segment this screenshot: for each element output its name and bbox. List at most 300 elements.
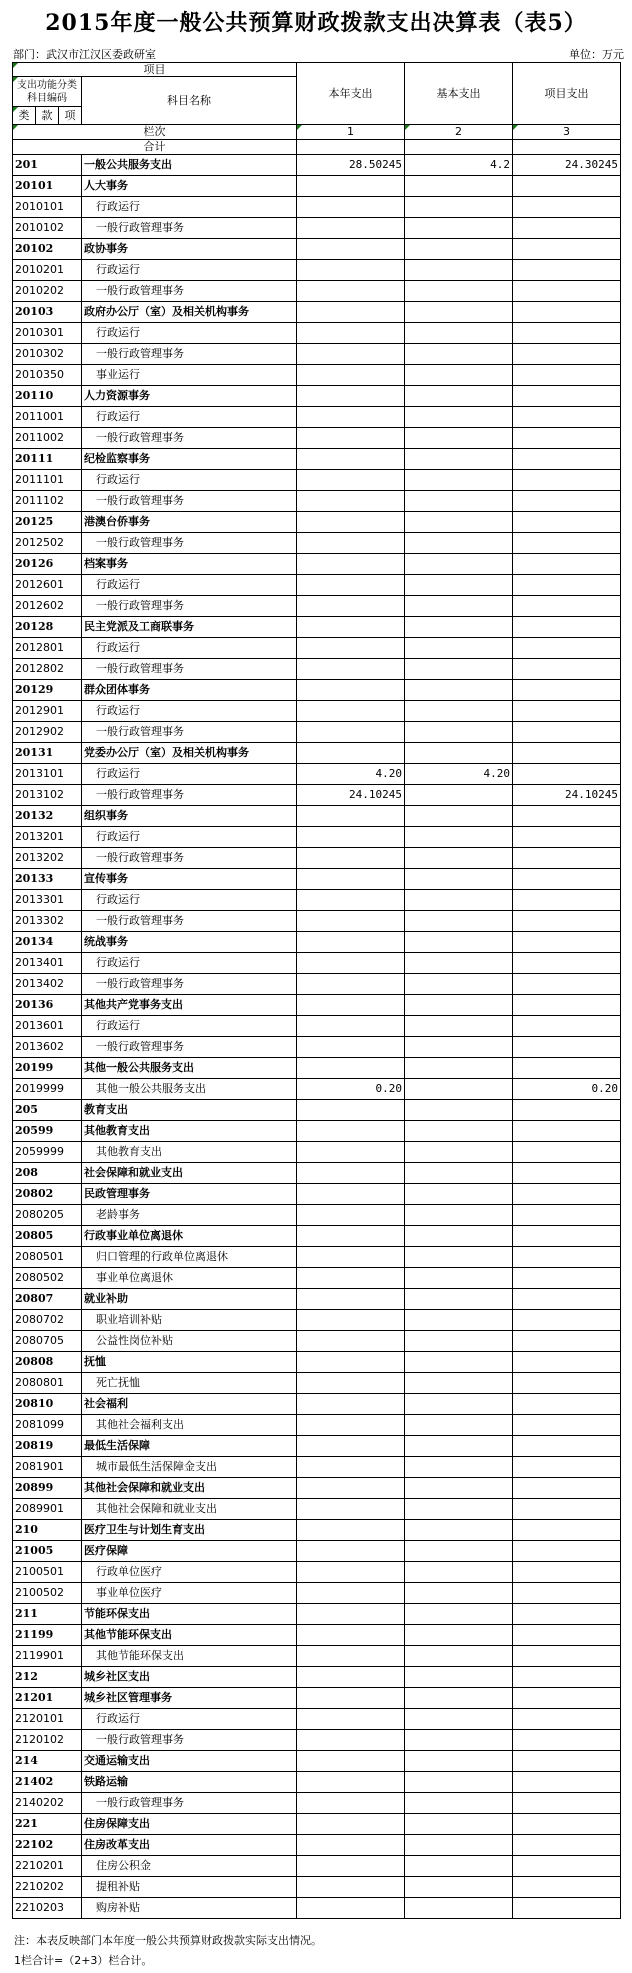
row-subject-cell: 一般行政管理事务 [82,659,297,680]
row-code-cell: 2120101 [13,1709,82,1730]
row-project-cell [513,911,621,932]
header-col-1: 1 [297,125,405,140]
row-basic-cell [405,1541,513,1562]
row-project-cell [513,1373,621,1394]
row-code-cell: 208 [13,1163,82,1184]
table-row [13,1289,621,1310]
row-code-cell: 2010101 [13,197,82,218]
row-subject-cell: 铁路运输 [82,1772,297,1793]
row-basic-cell [405,722,513,743]
row-subject-cell: 公益性岗位补贴 [82,1331,297,1352]
table-row [13,1079,621,1100]
row-basic-cell [405,1016,513,1037]
row-basic-cell [405,1394,513,1415]
row-current-year-cell [297,1205,405,1226]
table-row [13,1226,621,1247]
row-subject-cell: 行政运行 [82,890,297,911]
row-project-cell [513,1457,621,1478]
row-subject-cell: 一般行政管理事务 [82,344,297,365]
row-subject-cell: 住房改革支出 [82,1835,297,1856]
row-code-cell: 2080205 [13,1205,82,1226]
row-code-cell: 2010350 [13,365,82,386]
row-code-cell: 2119901 [13,1646,82,1667]
table-row [13,575,621,596]
table-row [13,1709,621,1730]
row-project-cell [513,806,621,827]
row-subject-cell: 归口管理的行政单位离退休 [82,1247,297,1268]
row-basic-cell [405,1856,513,1877]
header-xiang: 项 [59,107,82,125]
row-basic-cell [405,1079,513,1100]
table-row [13,176,621,197]
row-code-cell: 2080502 [13,1268,82,1289]
row-current-year-cell [297,911,405,932]
row-basic-cell [405,1205,513,1226]
table-row [13,1142,621,1163]
row-project-cell [513,218,621,239]
header-lei: 类 [13,107,36,125]
row-project-cell [513,596,621,617]
row-code-cell: 212 [13,1667,82,1688]
row-project-cell [513,1520,621,1541]
row-subject-cell: 一般行政管理事务 [82,848,297,869]
row-project-cell [513,932,621,953]
row-code-cell: 2081901 [13,1457,82,1478]
row-project-cell [513,1751,621,1772]
row-basic-cell [405,1226,513,1247]
row-code-cell: 2012901 [13,701,82,722]
row-project-cell [513,890,621,911]
row-code-cell: 211 [13,1604,82,1625]
row-current-year-cell [297,1289,405,1310]
row-project-cell [513,428,621,449]
row-current-year-cell [297,680,405,701]
row-current-year-cell [297,1730,405,1751]
row-basic-cell [405,533,513,554]
row-code-cell: 20807 [13,1289,82,1310]
row-project-cell [513,1688,621,1709]
row-project-cell [513,197,621,218]
row-current-year-cell [297,1793,405,1814]
row-subject-cell: 城乡社区管理事务 [82,1688,297,1709]
row-subject-cell: 民政管理事务 [82,1184,297,1205]
row-current-year-cell [297,1226,405,1247]
table-row [13,1625,621,1646]
row-code-cell: 2013201 [13,827,82,848]
row-project-cell [513,1289,621,1310]
row-code-cell: 2100502 [13,1583,82,1604]
row-subject-cell: 其他节能环保支出 [82,1646,297,1667]
row-code-cell: 2010302 [13,344,82,365]
header-col-2: 2 [405,125,513,140]
row-subject-cell: 行政运行 [82,323,297,344]
row-basic-cell [405,638,513,659]
row-code-cell: 21005 [13,1541,82,1562]
table-row [13,1772,621,1793]
row-code-cell: 20802 [13,1184,82,1205]
row-project-cell: 0.20 [513,1079,621,1100]
row-code-cell: 21201 [13,1688,82,1709]
row-basic-cell [405,1562,513,1583]
row-current-year-cell [297,428,405,449]
table-row [13,617,621,638]
row-current-year-cell [297,1184,405,1205]
row-current-year-cell [297,1646,405,1667]
row-code-cell: 21402 [13,1772,82,1793]
row-current-year-cell [297,869,405,890]
row-subject-cell: 行政运行 [82,953,297,974]
table-row [13,1478,621,1499]
row-project-cell [513,554,621,575]
row-subject-cell: 医疗保障 [82,1541,297,1562]
row-basic-cell [405,743,513,764]
table-row [13,659,621,680]
row-current-year-cell [297,890,405,911]
table-row [13,827,621,848]
row-code-cell: 20133 [13,869,82,890]
row-basic-cell [405,806,513,827]
row-current-year-cell [297,1352,405,1373]
table-row [13,932,621,953]
row-basic-cell [405,1898,513,1919]
row-basic-cell [405,617,513,638]
row-current-year-cell [297,1604,405,1625]
table-row [13,1604,621,1625]
row-basic-cell [405,1457,513,1478]
row-basic-cell [405,659,513,680]
row-subject-cell: 人力资源事务 [82,386,297,407]
row-subject-cell: 其他社会保障和就业支出 [82,1478,297,1499]
row-project-cell: 24.10245 [513,785,621,806]
header-project: 项目 [13,63,297,77]
table-row [13,197,621,218]
row-project-cell [513,1856,621,1877]
row-subject-cell: 港澳台侨事务 [82,512,297,533]
row-subject-cell: 一般行政管理事务 [82,1793,297,1814]
table-row [13,1058,621,1079]
table-row [13,428,621,449]
row-basic-cell [405,1163,513,1184]
row-project-cell [513,1625,621,1646]
row-current-year-cell [297,1709,405,1730]
row-current-year-cell [297,806,405,827]
row-code-cell: 2210202 [13,1877,82,1898]
row-current-year-cell [297,974,405,995]
row-current-year-cell [297,743,405,764]
row-current-year-cell [297,491,405,512]
row-code-cell: 2120102 [13,1730,82,1751]
row-current-year-cell [297,1100,405,1121]
table-row [13,890,621,911]
row-current-year-cell [297,218,405,239]
row-project-cell [513,1394,621,1415]
row-subject-cell: 一般行政管理事务 [82,1037,297,1058]
table-row [13,323,621,344]
row-basic-cell [405,575,513,596]
row-current-year-cell [297,1751,405,1772]
row-subject-cell: 城市最低生活保障金支出 [82,1457,297,1478]
row-subject-cell: 职业培训补贴 [82,1310,297,1331]
row-current-year-cell: 24.10245 [297,785,405,806]
row-basic-cell [405,386,513,407]
row-project-cell [513,302,621,323]
row-subject-cell: 档案事务 [82,554,297,575]
row-subject-cell: 抚恤 [82,1352,297,1373]
row-code-cell: 2013301 [13,890,82,911]
row-project-cell [513,1247,621,1268]
table-row [13,1646,621,1667]
row-subject-cell: 行政运行 [82,407,297,428]
row-basic-cell [405,1499,513,1520]
row-basic-cell [405,197,513,218]
row-basic-cell [405,1415,513,1436]
row-project-cell [513,659,621,680]
row-basic-cell [405,827,513,848]
row-subject-cell: 教育支出 [82,1100,297,1121]
row-subject-cell: 社会福利 [82,1394,297,1415]
row-subject-cell: 老龄事务 [82,1205,297,1226]
row-project-cell [513,176,621,197]
row-subject-cell: 一般行政管理事务 [82,1730,297,1751]
row-current-year-cell [297,1478,405,1499]
table-row [13,1835,621,1856]
row-code-cell: 2013401 [13,953,82,974]
row-basic-cell [405,596,513,617]
row-code-cell: 2011102 [13,491,82,512]
total-col-2 [405,140,513,155]
row-project-cell [513,1499,621,1520]
row-current-year-cell [297,1142,405,1163]
row-project-cell [513,1835,621,1856]
table-row [13,722,621,743]
row-project-cell [513,1667,621,1688]
row-project-cell [513,1226,621,1247]
row-project-cell [513,827,621,848]
row-basic-cell [405,1331,513,1352]
row-current-year-cell [297,953,405,974]
row-current-year-cell [297,1016,405,1037]
row-subject-cell: 行政事业单位离退休 [82,1226,297,1247]
table-row [13,974,621,995]
table-row [13,491,621,512]
row-basic-cell [405,239,513,260]
row-code-cell: 2013202 [13,848,82,869]
table-row [13,743,621,764]
row-current-year-cell [297,1037,405,1058]
row-current-year-cell [297,1163,405,1184]
row-project-cell [513,869,621,890]
row-current-year-cell [297,365,405,386]
table-row [13,386,621,407]
row-basic-cell [405,554,513,575]
row-project-cell [513,491,621,512]
row-project-cell [513,1415,621,1436]
row-basic-cell [405,218,513,239]
row-basic-cell [405,1646,513,1667]
row-basic-cell [405,491,513,512]
row-project-cell [513,533,621,554]
row-basic-cell [405,176,513,197]
table-row [13,365,621,386]
row-subject-cell: 住房公积金 [82,1856,297,1877]
header-col-3: 3 [513,125,621,140]
row-project-cell [513,1772,621,1793]
row-code-cell: 20136 [13,995,82,1016]
row-subject-cell: 死亡抚恤 [82,1373,297,1394]
table-row [13,701,621,722]
total-col-1 [297,140,405,155]
row-project-cell [513,1037,621,1058]
row-project-cell [513,722,621,743]
row-current-year-cell [297,1394,405,1415]
row-current-year-cell [297,932,405,953]
row-project-cell [513,1583,621,1604]
table-row [13,764,621,785]
row-code-cell: 2089901 [13,1499,82,1520]
row-code-cell: 20103 [13,302,82,323]
footnote-1: 注：本表反映部门本年度一般公共预算财政拨款实际支出情况。 [14,1934,322,1947]
row-subject-cell: 事业单位离退休 [82,1268,297,1289]
row-basic-cell [405,869,513,890]
row-project-cell [513,449,621,470]
table-row [13,1100,621,1121]
row-code-cell: 221 [13,1814,82,1835]
header-lanci: 栏次 [13,125,297,140]
row-code-cell: 2080702 [13,1310,82,1331]
row-project-cell [513,1793,621,1814]
row-project-cell [513,617,621,638]
row-project-cell [513,575,621,596]
row-code-cell: 20132 [13,806,82,827]
row-basic-cell [405,512,513,533]
row-subject-cell: 政府办公厅（室）及相关机构事务 [82,302,297,323]
row-code-cell: 20134 [13,932,82,953]
row-subject-cell: 一般公共服务支出 [82,155,297,176]
row-current-year-cell [297,1688,405,1709]
table-row [13,1898,621,1919]
row-project-cell [513,470,621,491]
row-code-cell: 2080705 [13,1331,82,1352]
row-subject-cell: 其他共产党事务支出 [82,995,297,1016]
row-project-cell [513,638,621,659]
row-basic-cell [405,365,513,386]
row-code-cell: 205 [13,1100,82,1121]
row-subject-cell: 行政运行 [82,638,297,659]
row-project-cell [513,323,621,344]
row-current-year-cell [297,260,405,281]
row-project-cell [513,1898,621,1919]
row-current-year-cell [297,407,405,428]
row-basic-cell [405,995,513,1016]
row-subject-cell: 一般行政管理事务 [82,218,297,239]
table-row [13,239,621,260]
row-subject-cell: 一般行政管理事务 [82,911,297,932]
page-title: 2015年度一般公共预算财政拨款支出决算表（表5） [45,10,587,36]
row-current-year-cell: 4.20 [297,764,405,785]
row-subject-cell: 一般行政管理事务 [82,533,297,554]
header-subject-name: 科目名称 [82,77,297,125]
row-subject-cell: 就业补助 [82,1289,297,1310]
row-project-cell [513,1205,621,1226]
row-project-cell: 24.30245 [513,155,621,176]
row-project-cell [513,701,621,722]
row-subject-cell: 最低生活保障 [82,1436,297,1457]
row-code-cell: 2012801 [13,638,82,659]
row-code-cell: 2011001 [13,407,82,428]
row-current-year-cell [297,449,405,470]
department-label: 部门：武汉市江汉区委政研室 [13,48,156,61]
row-code-cell: 20102 [13,239,82,260]
row-subject-cell: 人大事务 [82,176,297,197]
table-row [13,1667,621,1688]
table-row [13,806,621,827]
row-subject-cell: 行政运行 [82,197,297,218]
row-subject-cell: 其他社会保障和就业支出 [82,1499,297,1520]
table-row [13,1814,621,1835]
row-subject-cell: 行政运行 [82,470,297,491]
row-current-year-cell [297,554,405,575]
row-basic-cell [405,1520,513,1541]
table-row [13,1856,621,1877]
row-subject-cell: 其他社会福利支出 [82,1415,297,1436]
row-basic-cell [405,1058,513,1079]
table-body [13,155,621,1919]
table-row [13,1037,621,1058]
table-row [13,1751,621,1772]
row-subject-cell: 行政运行 [82,1709,297,1730]
row-project-cell [513,848,621,869]
row-current-year-cell [297,1856,405,1877]
row-subject-cell: 统战事务 [82,932,297,953]
row-subject-cell: 行政单位医疗 [82,1562,297,1583]
footnote-2: 1栏合计=（2+3）栏合计。 [14,1954,153,1967]
row-current-year-cell [297,1835,405,1856]
row-project-cell [513,1646,621,1667]
row-code-cell: 20899 [13,1478,82,1499]
table-row [13,1247,621,1268]
row-basic-cell [405,1121,513,1142]
row-basic-cell [405,1667,513,1688]
row-current-year-cell [297,827,405,848]
table-row [13,218,621,239]
row-current-year-cell [297,1457,405,1478]
header-total: 合计 [13,140,297,155]
row-basic-cell [405,1730,513,1751]
row-basic-cell [405,1310,513,1331]
expenditure-table [12,62,621,1919]
row-code-cell: 2013602 [13,1037,82,1058]
row-basic-cell [405,953,513,974]
row-code-cell: 20805 [13,1226,82,1247]
row-subject-cell: 其他一般公共服务支出 [82,1079,297,1100]
row-subject-cell: 宣传事务 [82,869,297,890]
row-code-cell: 20599 [13,1121,82,1142]
row-current-year-cell [297,533,405,554]
table-row [13,512,621,533]
row-code-cell: 2013101 [13,764,82,785]
table-row [13,1373,621,1394]
row-code-cell: 2019999 [13,1079,82,1100]
row-project-cell [513,1058,621,1079]
row-subject-cell: 纪检监察事务 [82,449,297,470]
row-subject-cell: 行政运行 [82,575,297,596]
row-code-cell: 2013601 [13,1016,82,1037]
row-subject-cell: 事业单位医疗 [82,1583,297,1604]
row-project-cell [513,1562,621,1583]
row-current-year-cell [297,386,405,407]
row-basic-cell [405,1142,513,1163]
table-row [13,680,621,701]
